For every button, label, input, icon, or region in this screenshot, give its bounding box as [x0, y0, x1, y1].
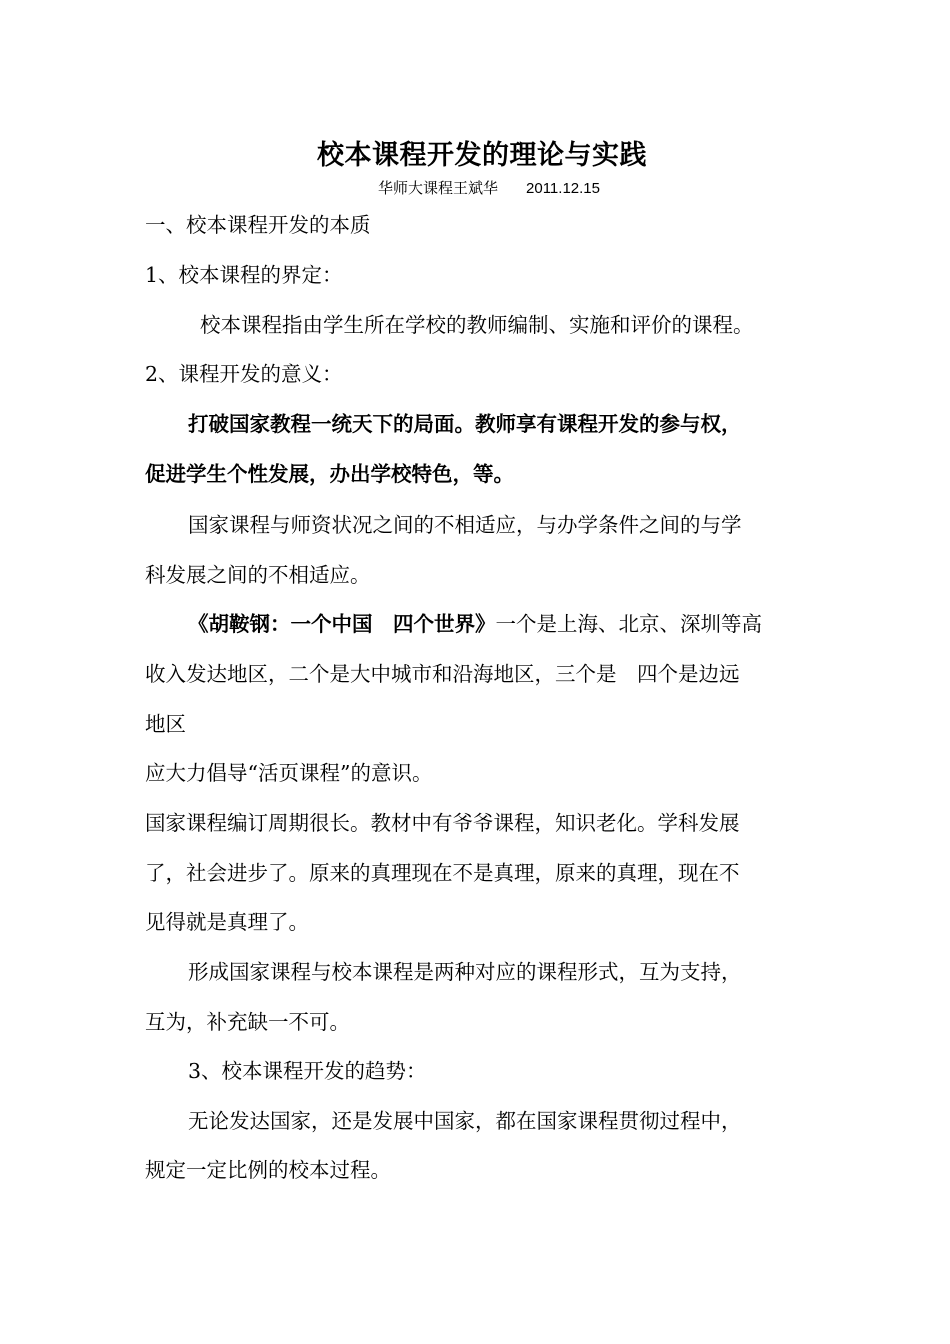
hu-paragraph-rest: 一个是上海、北京、深圳等高 [495, 612, 762, 636]
item-heading-3: 3、校本课程开发的趋势： [188, 1059, 427, 1083]
paragraph-3-line-2: 互为，补充缺一不可。 [145, 1010, 350, 1034]
item-heading-2: 2、课程开发的意义： [145, 362, 343, 386]
hu-paragraph-line-2: 收入发达地区，二个是大中城市和沿海地区，三个是 四个是边远 [145, 662, 740, 686]
huoye-line: 应大力倡导“活页课程”的意识。 [145, 761, 433, 785]
hu-paragraph-line-1 [188, 614, 762, 635]
hu-paragraph-line-3: 地区 [145, 712, 186, 736]
bold-paragraph-line-1: 打破国家教程一统天下的局面。教师享有课程开发的参与权， [188, 412, 742, 436]
paragraph-1-line-2: 科发展之间的不相适应。 [145, 563, 371, 587]
book-title: 《胡鞍钢：一个中国 四个世界》 [188, 612, 496, 636]
bold-paragraph-line-2: 促进学生个性发展，办出学校特色，等。 [145, 462, 514, 486]
definition-text: 校本课程指由学生所在学校的教师编制、实施和评价的课程。 [200, 313, 754, 337]
paragraph-3-line-1: 形成国家课程与校本课程是两种对应的课程形式，互为支持， [188, 960, 742, 984]
paragraph-4-line-1: 无论发达国家，还是发展中国家，都在国家课程贯彻过程中， [188, 1109, 742, 1133]
paragraph-2-line-3: 见得就是真理了。 [145, 910, 309, 934]
date-line: 2011.12.15 [526, 180, 600, 197]
document-subtitle [378, 177, 600, 198]
item-heading-1: 1、校本课程的界定： [145, 263, 343, 287]
paragraph-1-line-1: 国家课程与师资状况之间的不相适应，与办学条件之间的与学 [188, 513, 742, 537]
paragraph-2-line-2: 了，社会进步了。原来的真理现在不是真理，原来的真理，现在不 [145, 861, 740, 885]
section-heading-1: 一、校本课程开发的本质 [145, 213, 371, 237]
paragraph-4-line-2: 规定一定比例的校本过程。 [145, 1158, 391, 1182]
paragraph-2-line-1: 国家课程编订周期很长。教材中有爷爷课程，知识老化。学科发展 [145, 811, 740, 835]
author-line: 华师大课程王斌华 [378, 179, 499, 197]
document-title: 校本课程开发的理论与实践 [317, 140, 647, 171]
